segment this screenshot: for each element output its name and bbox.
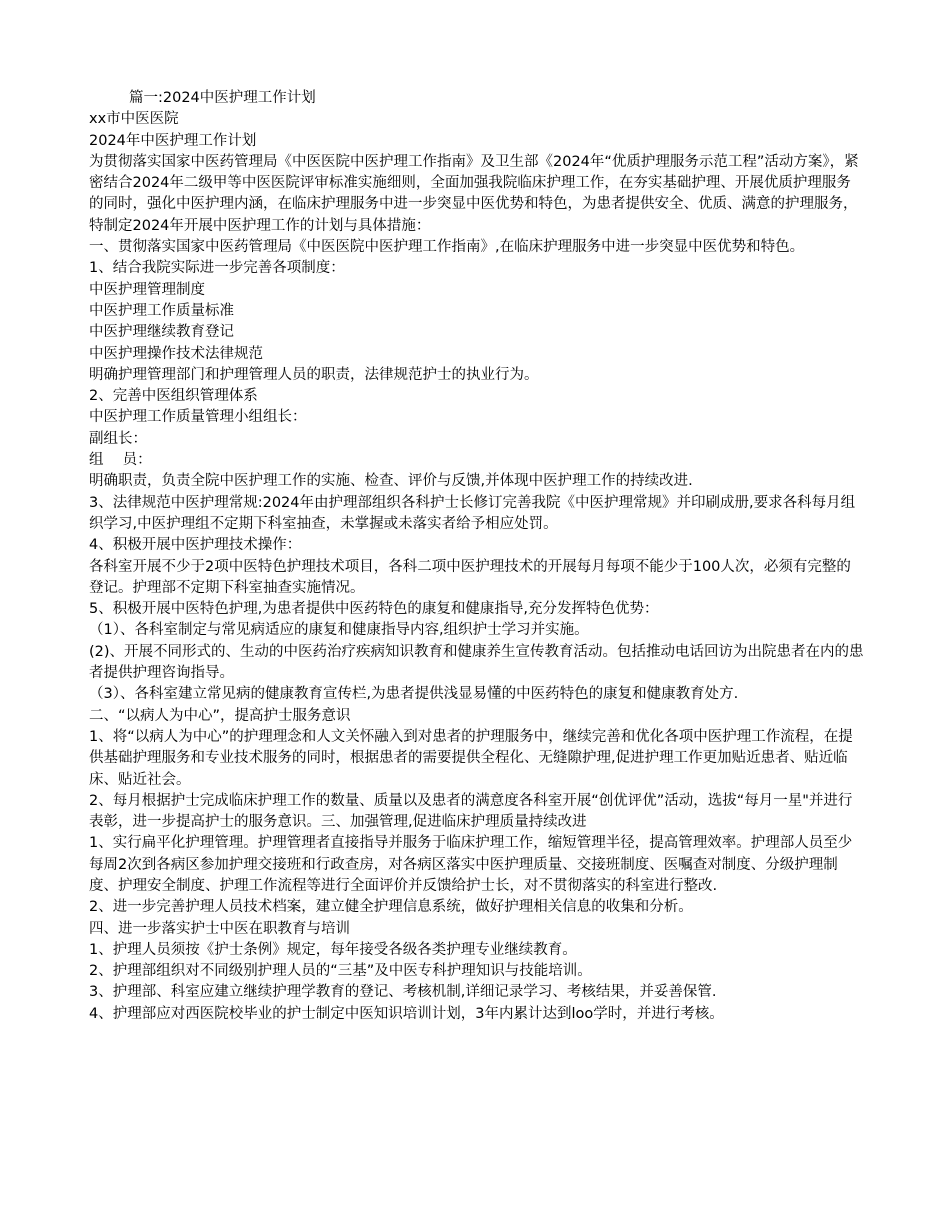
paragraph: 5、积极开展中医特色护理,为患者提供中医药特色的康复和健康指导,充分发挥特色优势： [89,601,659,618]
plan-title: 2024年中医护理工作计划 [89,132,257,149]
paragraph: 各科室开展不少于2项中医特色护理技术项目，各科二项中医护理技术的开展每月每项不能少于100人次，必须有完整的登记。护理部不定期下科室抽查实施情况。 [89,558,851,596]
intro-paragraph: 为贯彻落实国家中医药管理局《中医医院中医护理工作指南》及卫生部《2024年“优质护理服务示范工程”活动方案》，紧密结合2024年二级甲等中医医院评审标准实施细则，全面加强我院临床护理工作，在夯实基础护理、开展优质护理服务的同时，强化中医护理内涵，在临床护理服务中进一步突显中医优势和特色，为患者提供安全、优质、满意的护理服务，特制定2024年开展中医护理工作的计划与具体措施： [89,153,859,234]
paragraph: 1、将“以病人为中心”的护理理念和人文关怀融入到对患者的护理服务中，继续完善和优化各项中医护理工作流程，在提供基础护理服务和专业技术服务的同时，根据患者的需要提供全程化、无缝隙护理,促进护理工作更加贴近患者、贴近临床、贴近社会。 [89,728,853,788]
paragraph: 1、护理人员须按《护士条例》规定，每年接受各级各类护理专业继续教育。 [89,941,577,958]
paragraph: 2、每月根据护士完成临床护理工作的数量、质量以及患者的满意度各科室开展“创优评优”活动，选拔“每月一星"并进行表彰，进一步提高护士的服务意识。三、加强管理,促进临床护理质量持续改进 [89,792,853,831]
paragraph: 4、积极开展中医护理技术操作： [89,537,302,554]
paragraph: 中医护理工作质量管理小组组长： [89,409,307,426]
section-1-heading: 一、贯彻落实国家中医药管理局《中医医院中医护理工作指南》,在临床护理服务中进一步突显中医优势和特色。 [89,239,805,256]
section-4-heading: 四、进一步落实护士中医在职教育与培训 [89,920,350,937]
paragraph: 2、完善中医组织管理体系 [89,388,258,405]
paragraph: （3）、各科室建立常见病的健康教育宣传栏,为患者提供浅显易懂的中医药特色的康复和健康教育处方. [89,686,739,703]
list-item: 中医护理操作技术法律规范 [89,345,263,362]
hospital-name: xx市中医医院 [89,111,179,128]
paragraph: 4、护理部应对西医院校毕业的护士制定中医知识培训计划，3年内累计达到loo学时，并进行考核。 [89,1005,724,1022]
document-title: 篇一:2024中医护理工作计划 [129,90,316,106]
list-item: 中医护理管理制度 [89,281,205,298]
paragraph: 3、护理部、科室应建立继续护理学教育的登记、考核机制,详细记录学习、考核结果，并妥善保管. [89,984,717,1001]
paragraph: 副组长： [89,430,147,447]
paragraph: 1、结合我院实际进一步完善各项制度： [89,260,345,277]
paragraph: 3、法律规范中医护理常规:2024年由护理部组织各科护士长修订完善我院《中医护理常规》并印刷成册,要求各科每月组织学习,中医护理组不定期下科室抽查，未掌握或未落实者给予相应处罚。 [89,494,856,532]
paragraph: 组 员： [89,452,152,469]
section-2-heading: 二、“以病人为中心”，提高护士服务意识 [89,707,351,724]
paragraph: 明确护理管理部门和护理管理人员的职责，法律规范护士的执业行为。 [89,366,539,383]
paragraph: （1）、各科室制定与常见病适应的康复和健康指导内容,组织护士学习并实施。 [89,622,589,639]
list-item: 中医护理继续教育登记 [89,324,234,341]
paragraph: 2、护理部组织对不同级别护理人员的“三基”及中医专科护理知识与技能培训。 [89,963,592,980]
list-item: 中医护理工作质量标准 [89,302,234,319]
paragraph: 明确职责，负责全院中医护理工作的实施、检查、评价与反馈,并体现中医护理工作的持续改进. [89,473,693,490]
paragraph: 2、进一步完善护理人员技术档案，建立健全护理信息系统，做好护理相关信息的收集和分析。 [89,899,693,916]
paragraph: (2)、开展不同形式的、生动的中医药治疗疾病知识教育和健康养生宣传教育活动。包括推动电话回访为出院患者在内的患者提供护理咨询指导。 [89,643,864,682]
document-body [89,88,864,1025]
paragraph: 1、实行扁平化护理管理。护理管理者直接指导并服务于临床护理工作，缩短管理半径，提高管理效率。护理部人员至少每周2次到各病区参加护理交接班和行政查房，对各病区落实中医护理质量、交接班制度、医嘱查对制度、分级护理制度、护理安全制度、护理工作流程等进行全面评价并反馈给护士长，对不贯彻落实的科室进行整改. [89,835,853,894]
